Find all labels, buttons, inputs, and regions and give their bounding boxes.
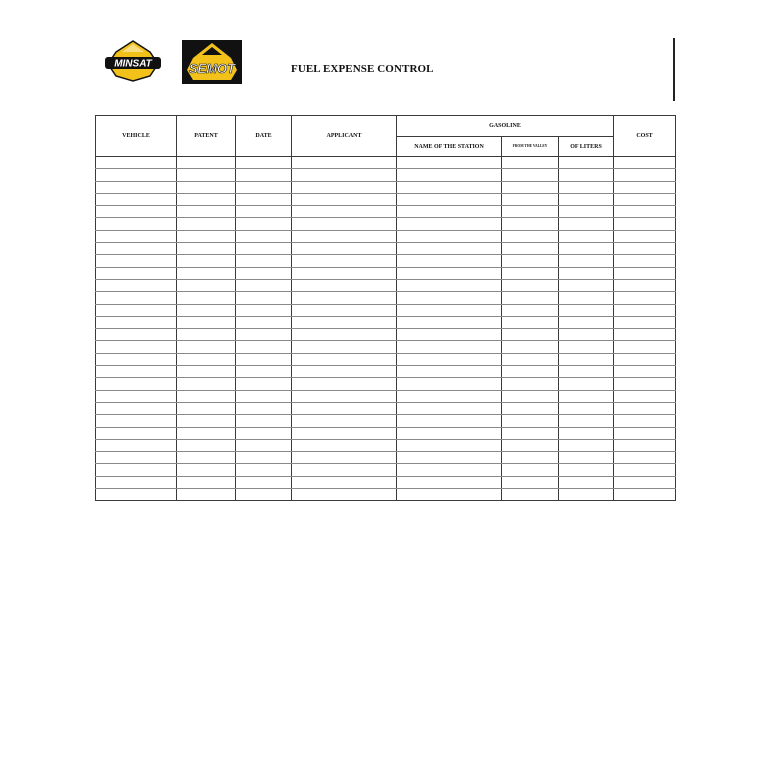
table-cell[interactable] (96, 366, 177, 378)
divider-line (673, 38, 675, 101)
header-applicant: APPLICANT (292, 116, 397, 157)
table-cell[interactable] (96, 402, 177, 414)
table-cell[interactable] (397, 439, 502, 451)
table-cell[interactable] (559, 255, 614, 267)
table-cell[interactable] (96, 427, 177, 439)
table-cell[interactable] (236, 464, 292, 476)
table-cell[interactable] (236, 304, 292, 316)
table-cell[interactable] (177, 316, 236, 328)
table-cell[interactable] (177, 206, 236, 218)
minsat-logo-text: MINSAT (114, 58, 152, 70)
table-cell[interactable] (502, 267, 559, 279)
table-cell[interactable] (96, 439, 177, 451)
table-cell[interactable] (236, 279, 292, 291)
table-body (96, 157, 676, 501)
table-cell[interactable] (502, 366, 559, 378)
table-cell[interactable] (502, 329, 559, 341)
table-row (96, 452, 676, 464)
table-cell[interactable] (177, 427, 236, 439)
table-cell[interactable] (397, 243, 502, 255)
table-cell[interactable] (502, 476, 559, 488)
table-cell[interactable] (614, 316, 676, 328)
table-row (96, 402, 676, 414)
table-cell[interactable] (614, 157, 676, 169)
table-cell[interactable] (292, 316, 397, 328)
table-cell[interactable] (292, 255, 397, 267)
table-cell[interactable] (559, 402, 614, 414)
table-cell[interactable] (397, 415, 502, 427)
table-cell[interactable] (96, 193, 177, 205)
table-cell[interactable] (397, 464, 502, 476)
table-cell[interactable] (614, 292, 676, 304)
table-cell[interactable] (292, 304, 397, 316)
table-cell[interactable] (177, 193, 236, 205)
table-cell[interactable] (502, 169, 559, 181)
table-cell[interactable] (96, 292, 177, 304)
table-cell[interactable] (502, 439, 559, 451)
minsat-logo (104, 40, 162, 82)
table-cell[interactable] (177, 366, 236, 378)
table-row (96, 476, 676, 488)
table-cell[interactable] (559, 452, 614, 464)
table-cell[interactable] (502, 304, 559, 316)
table-cell[interactable] (502, 157, 559, 169)
table-cell[interactable] (614, 464, 676, 476)
table-row (96, 279, 676, 291)
table-cell[interactable] (559, 341, 614, 353)
table-cell[interactable] (96, 341, 177, 353)
table-cell[interactable] (397, 267, 502, 279)
table-cell[interactable] (292, 292, 397, 304)
table-cell[interactable] (177, 378, 236, 390)
table-cell[interactable] (502, 489, 559, 501)
table-cell[interactable] (177, 353, 236, 365)
table-cell[interactable] (614, 304, 676, 316)
table-cell[interactable] (397, 452, 502, 464)
table-cell[interactable] (559, 279, 614, 291)
table-cell[interactable] (96, 329, 177, 341)
table-cell[interactable] (236, 255, 292, 267)
table-cell[interactable] (177, 255, 236, 267)
table-row (96, 353, 676, 365)
table-cell[interactable] (614, 341, 676, 353)
table-cell[interactable] (236, 390, 292, 402)
table-cell[interactable] (236, 329, 292, 341)
table-cell[interactable] (292, 230, 397, 242)
table-cell[interactable] (292, 218, 397, 230)
table-cell[interactable] (614, 390, 676, 402)
table-cell[interactable] (236, 476, 292, 488)
table-cell[interactable] (292, 476, 397, 488)
table-cell[interactable] (614, 255, 676, 267)
table-cell[interactable] (559, 390, 614, 402)
table-cell[interactable] (236, 206, 292, 218)
table-cell[interactable] (236, 427, 292, 439)
table-cell[interactable] (502, 292, 559, 304)
table-cell[interactable] (177, 279, 236, 291)
table-cell[interactable] (397, 366, 502, 378)
table-cell[interactable] (614, 452, 676, 464)
semot-logo (182, 40, 242, 84)
table-cell[interactable] (236, 181, 292, 193)
table-cell[interactable] (96, 390, 177, 402)
table-cell[interactable] (236, 341, 292, 353)
table-cell[interactable] (559, 415, 614, 427)
table-cell[interactable] (96, 157, 177, 169)
table-cell[interactable] (236, 193, 292, 205)
table-cell[interactable] (292, 378, 397, 390)
table-cell[interactable] (292, 169, 397, 181)
table-cell[interactable] (559, 378, 614, 390)
table-cell[interactable] (502, 218, 559, 230)
table-cell[interactable] (502, 378, 559, 390)
table-cell[interactable] (96, 316, 177, 328)
table-cell[interactable] (502, 464, 559, 476)
table-cell[interactable] (292, 390, 397, 402)
table-cell[interactable] (559, 230, 614, 242)
table-cell[interactable] (96, 304, 177, 316)
header-valley: FROM THE VALLEY (502, 137, 559, 157)
table-cell[interactable] (559, 169, 614, 181)
table-cell[interactable] (177, 476, 236, 488)
table-cell[interactable] (502, 206, 559, 218)
table-cell[interactable] (236, 230, 292, 242)
table-cell[interactable] (614, 489, 676, 501)
table-row (96, 181, 676, 193)
table-cell[interactable] (96, 169, 177, 181)
table-cell[interactable] (397, 489, 502, 501)
table-cell[interactable] (292, 206, 397, 218)
table-cell[interactable] (96, 489, 177, 501)
table-cell[interactable] (614, 169, 676, 181)
table-row (96, 390, 676, 402)
table-cell[interactable] (177, 489, 236, 501)
table-row (96, 439, 676, 451)
table-cell[interactable] (614, 378, 676, 390)
table-cell[interactable] (292, 366, 397, 378)
table-cell[interactable] (559, 489, 614, 501)
header-gasoline: GASOLINE (397, 116, 614, 137)
header-cost: COST (614, 116, 676, 157)
table-cell[interactable] (397, 279, 502, 291)
table-cell[interactable] (397, 304, 502, 316)
table-cell[interactable] (96, 181, 177, 193)
table-cell[interactable] (292, 464, 397, 476)
table-row (96, 304, 676, 316)
table-cell[interactable] (292, 415, 397, 427)
table-cell[interactable] (292, 243, 397, 255)
table-cell[interactable] (397, 427, 502, 439)
table-cell[interactable] (397, 169, 502, 181)
table-cell[interactable] (236, 378, 292, 390)
table-row (96, 366, 676, 378)
table-cell[interactable] (177, 464, 236, 476)
table-row (96, 341, 676, 353)
table-cell[interactable] (177, 402, 236, 414)
table-row (96, 157, 676, 169)
table-cell[interactable] (397, 206, 502, 218)
table-cell[interactable] (614, 243, 676, 255)
table-cell[interactable] (397, 329, 502, 341)
table-cell[interactable] (397, 157, 502, 169)
header-liters: OF LITERS (559, 137, 614, 157)
header-vehicle: VEHICLE (96, 116, 177, 157)
table-cell[interactable] (236, 243, 292, 255)
table-cell[interactable] (502, 415, 559, 427)
table-cell[interactable] (292, 329, 397, 341)
table-cell[interactable] (292, 353, 397, 365)
table-row (96, 243, 676, 255)
table-cell[interactable] (236, 415, 292, 427)
table-cell[interactable] (502, 353, 559, 365)
table-cell[interactable] (397, 230, 502, 242)
table-row (96, 292, 676, 304)
header-patent: PATENT (177, 116, 236, 157)
table-cell[interactable] (177, 169, 236, 181)
table-row (96, 193, 676, 205)
table-cell[interactable] (559, 243, 614, 255)
table-cell[interactable] (177, 415, 236, 427)
table-cell[interactable] (559, 329, 614, 341)
table-cell[interactable] (559, 476, 614, 488)
table-cell[interactable] (502, 316, 559, 328)
table-cell[interactable] (236, 402, 292, 414)
table-cell[interactable] (292, 267, 397, 279)
table-cell[interactable] (502, 230, 559, 242)
table-cell[interactable] (502, 243, 559, 255)
table-cell[interactable] (614, 206, 676, 218)
table-cell[interactable] (96, 353, 177, 365)
table-row (96, 218, 676, 230)
table-cell[interactable] (177, 218, 236, 230)
table-cell[interactable] (502, 193, 559, 205)
table-cell[interactable] (559, 427, 614, 439)
table-cell[interactable] (614, 267, 676, 279)
table-cell[interactable] (614, 353, 676, 365)
table-cell[interactable] (397, 193, 502, 205)
table-cell[interactable] (559, 316, 614, 328)
table-cell[interactable] (177, 439, 236, 451)
table-cell[interactable] (397, 255, 502, 267)
table-row (96, 489, 676, 501)
table-cell[interactable] (614, 181, 676, 193)
table-cell[interactable] (177, 341, 236, 353)
table-cell[interactable] (177, 157, 236, 169)
table-cell[interactable] (96, 206, 177, 218)
table-row (96, 464, 676, 476)
table-row (96, 267, 676, 279)
table-cell[interactable] (397, 402, 502, 414)
table-cell[interactable] (614, 279, 676, 291)
table-cell[interactable] (96, 267, 177, 279)
table-cell[interactable] (177, 452, 236, 464)
table-cell[interactable] (397, 316, 502, 328)
table-row (96, 169, 676, 181)
table-row (96, 230, 676, 242)
table-cell[interactable] (559, 439, 614, 451)
table-cell[interactable] (96, 218, 177, 230)
table-cell[interactable] (559, 157, 614, 169)
table-cell[interactable] (292, 279, 397, 291)
fuel-expense-table (95, 115, 676, 501)
table-cell[interactable] (236, 366, 292, 378)
table-cell[interactable] (236, 292, 292, 304)
table-cell[interactable] (559, 464, 614, 476)
table-cell[interactable] (236, 316, 292, 328)
table-cell[interactable] (96, 230, 177, 242)
table-cell[interactable] (177, 292, 236, 304)
table-cell[interactable] (96, 378, 177, 390)
table-cell[interactable] (397, 341, 502, 353)
table-cell[interactable] (502, 427, 559, 439)
table-cell[interactable] (292, 439, 397, 451)
table-cell[interactable] (292, 181, 397, 193)
table-row (96, 206, 676, 218)
table-cell[interactable] (236, 353, 292, 365)
table-cell[interactable] (614, 230, 676, 242)
table-cell[interactable] (559, 267, 614, 279)
table-cell[interactable] (177, 230, 236, 242)
table-cell[interactable] (397, 476, 502, 488)
table-cell[interactable] (292, 489, 397, 501)
table-cell[interactable] (236, 169, 292, 181)
table-cell[interactable] (236, 489, 292, 501)
table-cell[interactable] (559, 193, 614, 205)
table-cell[interactable] (559, 218, 614, 230)
table-row (96, 316, 676, 328)
header-station: NAME OF THE STATION (397, 137, 502, 157)
table-cell[interactable] (614, 329, 676, 341)
table-cell[interactable] (502, 279, 559, 291)
table-cell[interactable] (236, 439, 292, 451)
table-cell[interactable] (614, 193, 676, 205)
table-cell[interactable] (614, 476, 676, 488)
table-cell[interactable] (292, 427, 397, 439)
semot-logo-text: SEMOT (188, 61, 236, 76)
table-cell[interactable] (559, 206, 614, 218)
table-cell[interactable] (96, 476, 177, 488)
table-cell[interactable] (177, 390, 236, 402)
table-cell[interactable] (502, 181, 559, 193)
table-cell[interactable] (96, 464, 177, 476)
table-cell[interactable] (397, 218, 502, 230)
table-cell[interactable] (236, 157, 292, 169)
table-cell[interactable] (614, 218, 676, 230)
table-cell[interactable] (96, 255, 177, 267)
table-row (96, 255, 676, 267)
table-cell[interactable] (236, 452, 292, 464)
table-cell[interactable] (397, 292, 502, 304)
table-cell[interactable] (397, 378, 502, 390)
table-cell[interactable] (292, 341, 397, 353)
table-cell[interactable] (559, 181, 614, 193)
table-cell[interactable] (177, 329, 236, 341)
table-cell[interactable] (502, 390, 559, 402)
table-cell[interactable] (614, 415, 676, 427)
table-row (96, 378, 676, 390)
table-row (96, 427, 676, 439)
table-cell[interactable] (177, 267, 236, 279)
table-cell[interactable] (614, 402, 676, 414)
table-row (96, 329, 676, 341)
table-cell[interactable] (559, 353, 614, 365)
table-cell[interactable] (502, 341, 559, 353)
table-cell[interactable] (614, 439, 676, 451)
table-cell[interactable] (96, 452, 177, 464)
table-cell[interactable] (96, 415, 177, 427)
table-cell[interactable] (292, 193, 397, 205)
table-cell[interactable] (292, 157, 397, 169)
table-cell[interactable] (559, 292, 614, 304)
table-cell[interactable] (292, 402, 397, 414)
table-cell[interactable] (292, 452, 397, 464)
table-cell[interactable] (96, 279, 177, 291)
table-cell[interactable] (177, 243, 236, 255)
table-row (96, 415, 676, 427)
table-cell[interactable] (502, 452, 559, 464)
table-cell[interactable] (397, 181, 502, 193)
table-cell[interactable] (236, 267, 292, 279)
table-cell[interactable] (614, 366, 676, 378)
table-cell[interactable] (397, 390, 502, 402)
table-cell[interactable] (236, 218, 292, 230)
document-title: FUEL EXPENSE CONTROL (291, 63, 434, 75)
table-cell[interactable] (177, 181, 236, 193)
header-date: DATE (236, 116, 292, 157)
table-cell[interactable] (177, 304, 236, 316)
table-cell[interactable] (502, 255, 559, 267)
table-cell[interactable] (502, 402, 559, 414)
table-cell[interactable] (96, 243, 177, 255)
table-cell[interactable] (559, 366, 614, 378)
table-cell[interactable] (559, 304, 614, 316)
table-cell[interactable] (614, 427, 676, 439)
table-cell[interactable] (397, 353, 502, 365)
